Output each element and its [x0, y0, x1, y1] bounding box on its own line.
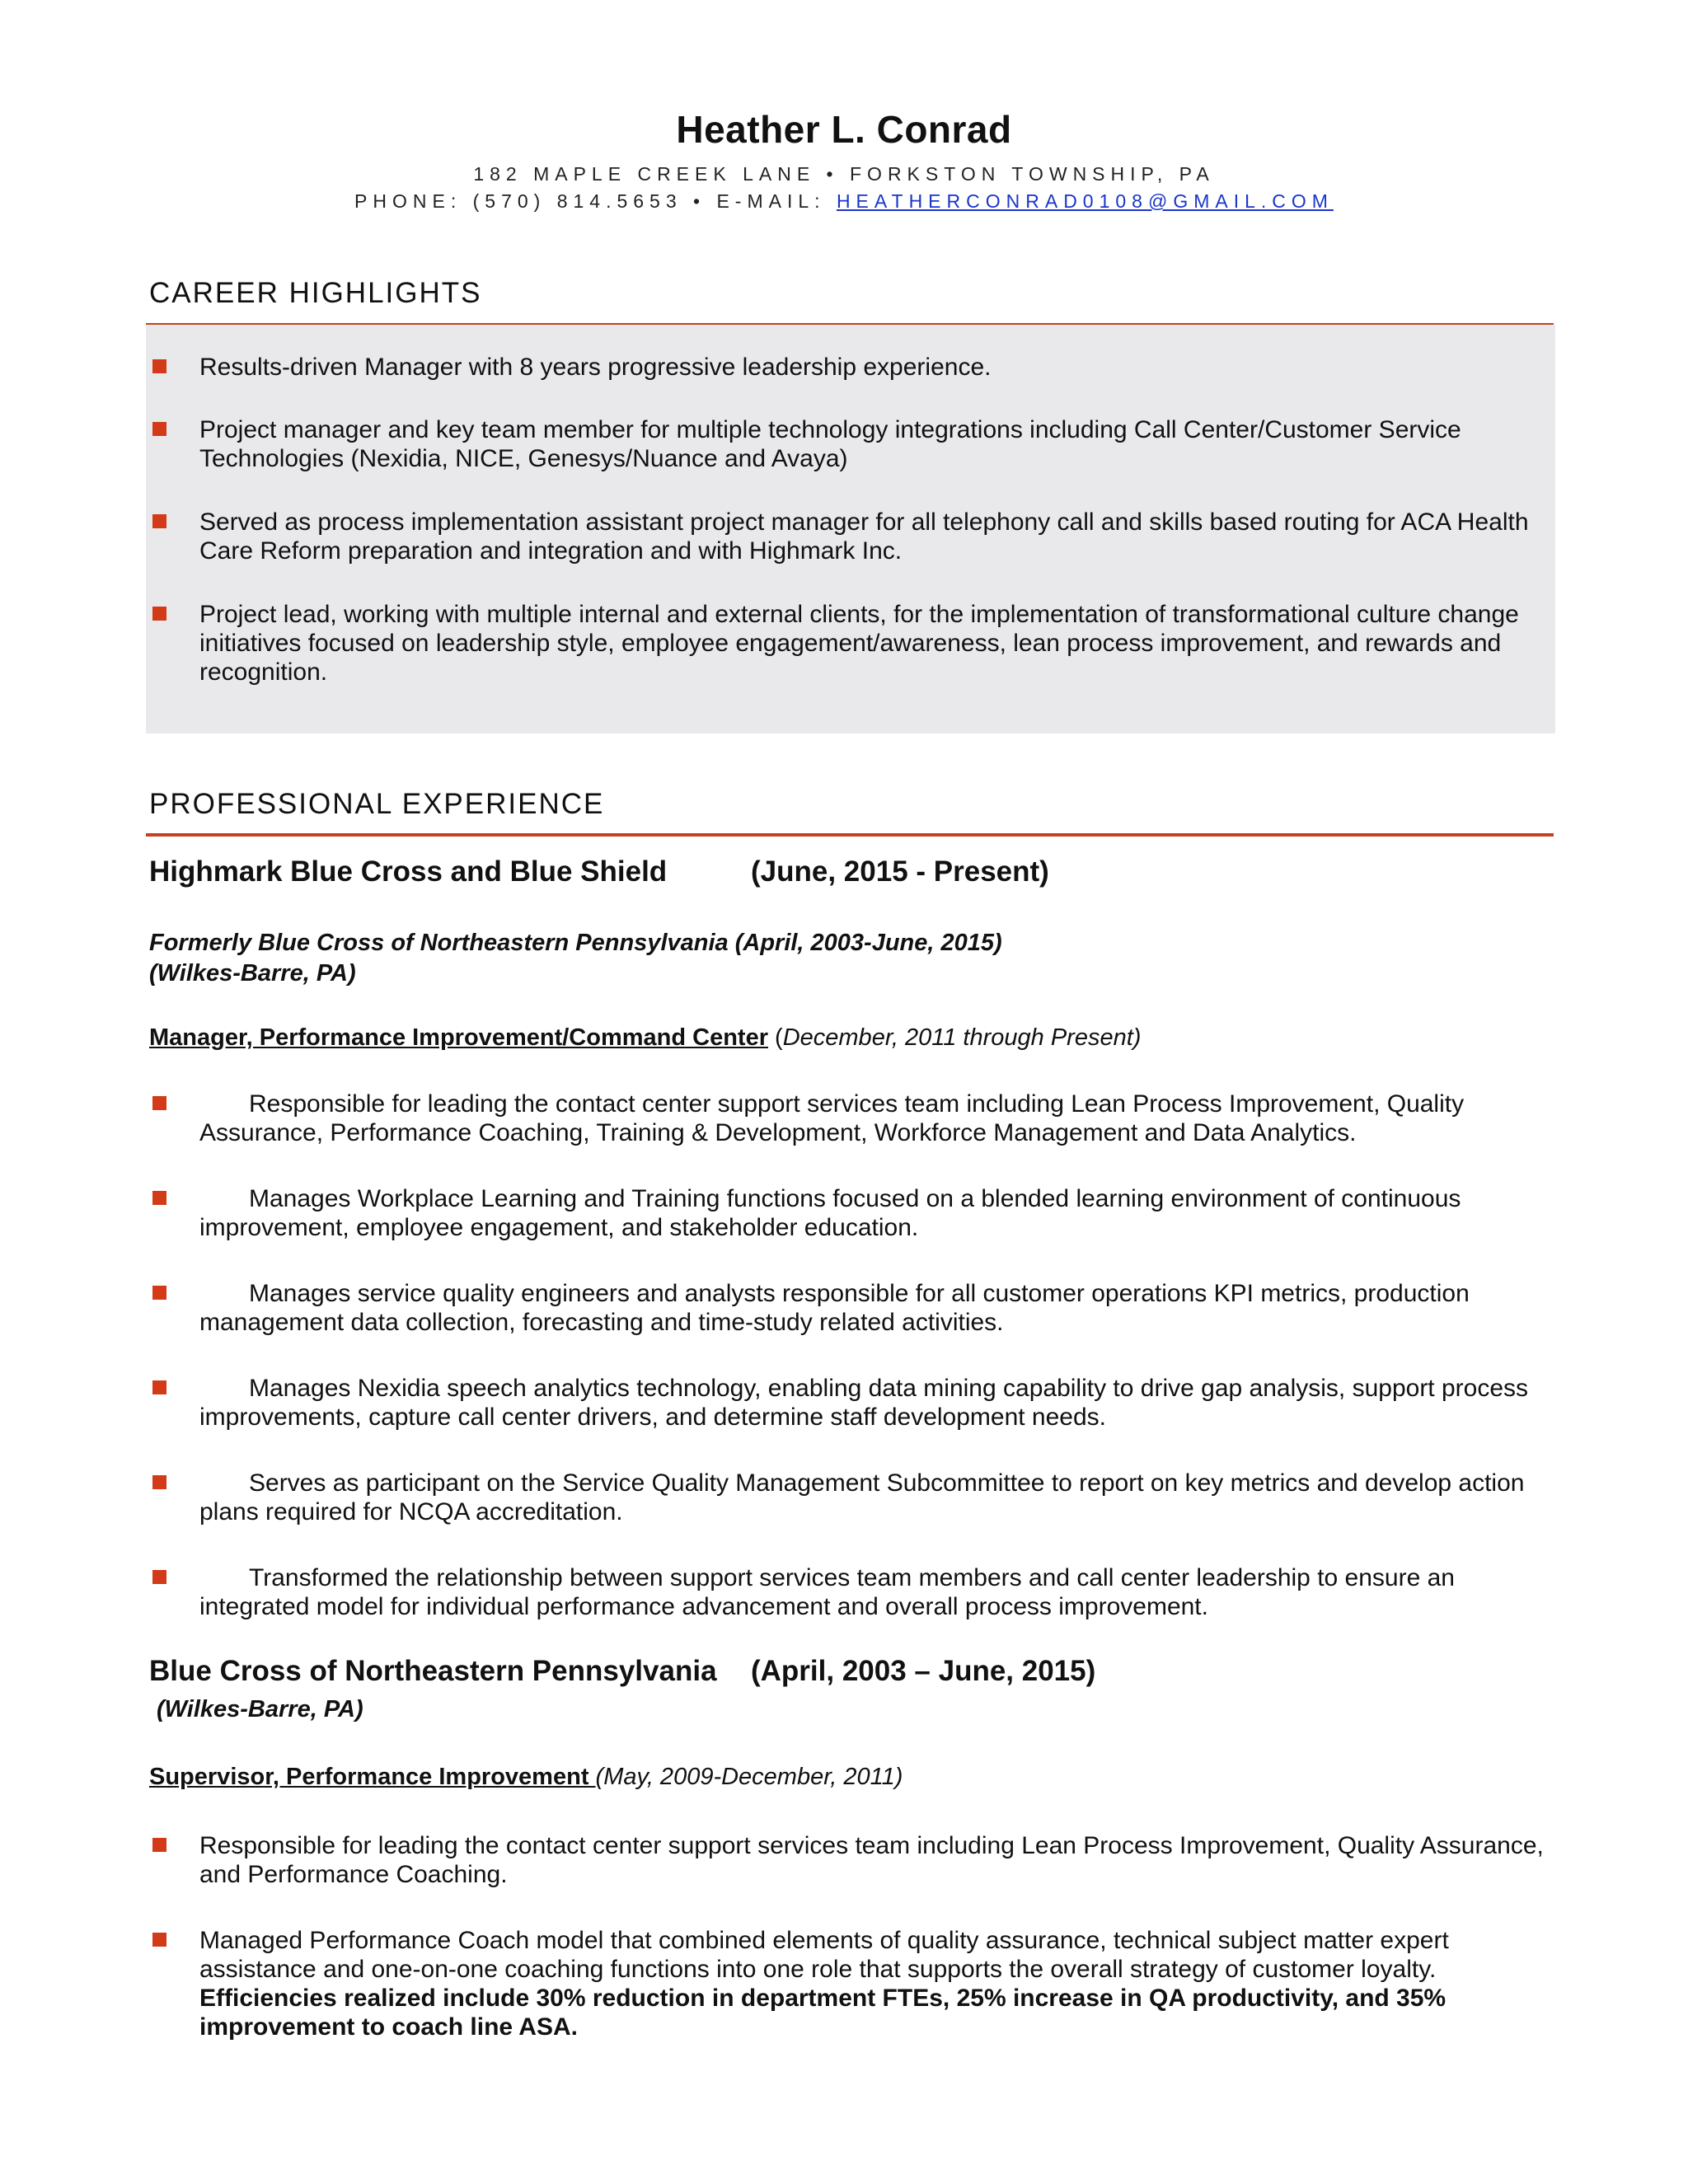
location-line: (Wilkes-Barre, PA) — [149, 960, 356, 987]
role-dates: December, 2011 through Present) — [782, 1024, 1142, 1051]
contact-line — [0, 190, 1688, 213]
bullet-square-icon — [152, 1933, 166, 1947]
experience-bullet: Serves as participant on the Service Quality Management Subcommittee to report on key metrics and develop action plans required for NCQA accreditation. — [152, 1469, 1562, 1526]
bullet-square-icon — [152, 1191, 166, 1205]
bullet-square-icon — [152, 607, 166, 621]
role-heading: Manager, Performance Improvement/Command Center (December, 2011 through Present) — [149, 1024, 1142, 1051]
bullet-square-icon — [152, 1570, 166, 1584]
experience-bullet: Responsible for leading the contact center support services team including Lean Process Improvement, Quality Assurance, Performance Coaching, Training & Development, Workforce Management and Data Analytics. — [152, 1090, 1562, 1147]
efficiencies-text: Efficiencies realized include 30% reduction in department FTEs, 25% increase in QA productivity, and 35% improvement to coach line ASA. — [199, 1985, 1447, 2041]
highlight-item: Results-driven Manager with 8 years progressive leadership experience. — [152, 353, 1562, 382]
bullet-square-icon — [152, 1838, 166, 1852]
company-heading — [149, 855, 1049, 888]
phone-text: PHONE: (570) 814.5653 • E-MAIL: — [354, 190, 837, 212]
professional-experience-rule — [146, 833, 1554, 837]
experience-bullet: Manages Workplace Learning and Training functions focused on a blended learning environment of continuous improvement, employee engagement, and stakeholder education. — [152, 1184, 1562, 1242]
career-highlights-heading: CAREER HIGHLIGHTS — [149, 277, 482, 309]
candidate-name: Heather L. Conrad — [676, 108, 1012, 151]
professional-experience-heading: PROFESSIONAL EXPERIENCE — [149, 788, 605, 820]
bullet-square-icon — [152, 514, 166, 528]
bullet-square-icon — [152, 422, 166, 436]
role-heading — [149, 1764, 903, 1791]
experience-bullet: Manages service quality engineers and analysts responsible for all customer operations KPI metrics, production management data collection, forecasting and time-study related activities. — [152, 1279, 1562, 1337]
role-title: Supervisor, Performance Improvement — [149, 1764, 596, 1790]
experience-bullet: Manages Nexidia speech analytics technology, enabling data mining capability to drive gap analysis, support process improvements, capture call center drivers, and determine staff development needs. — [152, 1374, 1562, 1432]
role-title: Manager, Performance Improvement/Command Center — [149, 1024, 768, 1051]
experience-bullet: Transformed the relationship between support services team members and call center leadership to ensure an integrated model for individual performance advancement and overall process improvement. — [152, 1563, 1562, 1621]
role-dates: (May, 2009-December, 2011) — [595, 1764, 903, 1790]
address-line: 182 MAPLE CREEK LANE • FORKSTON TOWNSHIP, PA — [473, 163, 1215, 185]
bullet-square-icon — [152, 359, 166, 373]
bullet-square-icon — [152, 1380, 166, 1394]
location-line: (Wilkes-Barre, PA) — [157, 1696, 363, 1722]
highlight-item: Served as process implementation assistant project manager for all telephony call and skills based routing for ACA Health Care Reform preparation and integration and with Highmark Inc. — [152, 508, 1562, 565]
company-dates: (April, 2003 – June, 2015) — [751, 1655, 1096, 1687]
bullet-square-icon — [152, 1096, 166, 1110]
company-name: Blue Cross of Northeastern Pennsylvania — [149, 1655, 717, 1687]
experience-bullet: Managed Performance Coach model that combined elements of quality assurance, technical subject matter expert assistance and one-on-one coaching functions into one role that supports the overall strategy of customer loyalty. Efficiencies realized include 30% reduction in department FTEs, 25% increase in QA productivity, and 35% improvement to coach line ASA. — [152, 1926, 1562, 2041]
bullet-square-icon — [152, 1475, 166, 1489]
highlight-item: Project lead, working with multiple internal and external clients, for the implementation of transformational culture change initiatives focused on leadership style, employee engagement/awareness, lean process improvement, and rewards and recognition. — [152, 600, 1562, 687]
bullet-square-icon — [152, 1286, 166, 1300]
email-link[interactable]: HEATHERCONRAD0108@GMAIL.COM — [836, 190, 1334, 212]
company-dates: (June, 2015 - Present) — [751, 855, 1049, 888]
formerly-line: Formerly Blue Cross of Northeastern Pennsylvania (April, 2003-June, 2015) — [149, 930, 1002, 956]
company-heading — [149, 1655, 1096, 1688]
company-name: Highmark Blue Cross and Blue Shield — [149, 855, 668, 888]
resume-header — [0, 107, 1688, 213]
experience-bullet: Responsible for leading the contact center support services team including Lean Process Improvement, Quality Assurance, and Performance Coaching. — [152, 1831, 1562, 1889]
highlight-item: Project manager and key team member for multiple technology integrations including Call Center/Customer Service Technologies (Nexidia, NICE, Genesys/Nuance and Avaya) — [152, 415, 1562, 473]
